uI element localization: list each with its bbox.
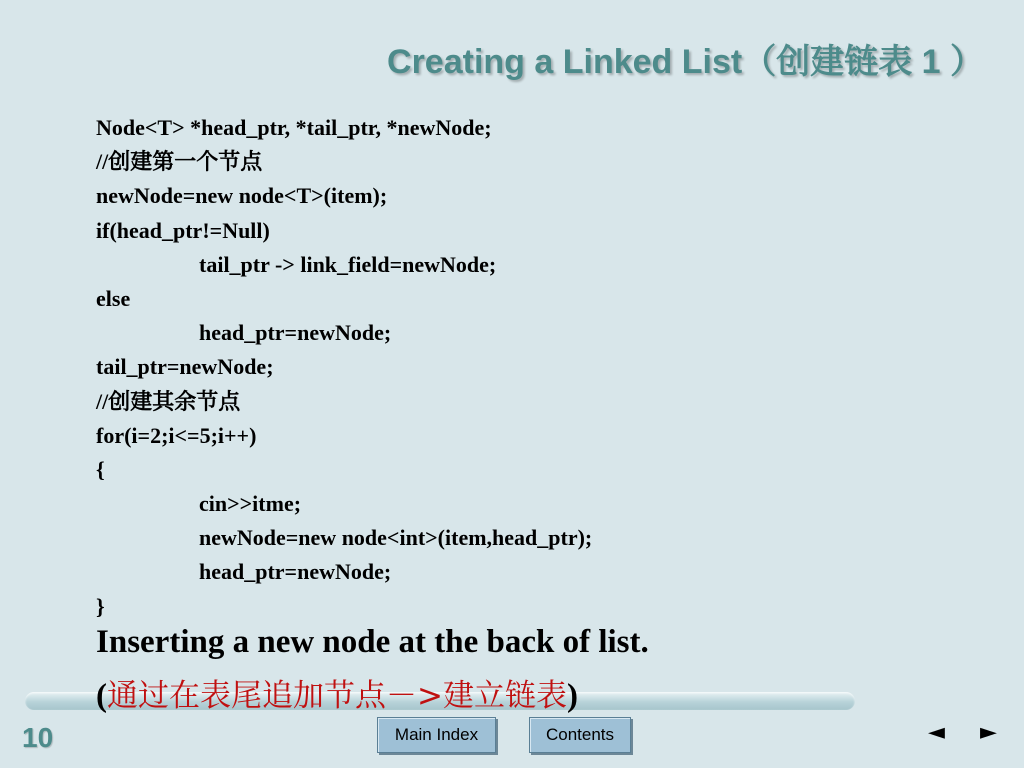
- section-subheading: [96, 670, 578, 715]
- paren-close: ): [566, 678, 578, 714]
- code-line: {: [96, 456, 105, 482]
- code-line: cin>>itme;: [199, 491, 302, 517]
- code-line: }: [96, 593, 105, 619]
- code-line: else: [96, 285, 131, 311]
- code-line: newNode=new node<T>(item);: [96, 183, 388, 209]
- paren-open: (: [96, 678, 107, 714]
- code-line: head_ptr=newNode;: [199, 559, 392, 585]
- contents-button[interactable]: Contents: [529, 717, 631, 753]
- code-line: if(head_ptr!=Null): [96, 217, 270, 243]
- code-comment: //创建第一个节点: [96, 149, 263, 175]
- code-line: newNode=new node<int>(item,head_ptr);: [199, 525, 593, 551]
- next-slide-icon[interactable]: ►: [980, 720, 997, 745]
- code-line: Node<T> *head_ptr, *tail_ptr, *newNode;: [96, 115, 492, 140]
- code-line: tail_ptr -> link_field=newNode;: [199, 251, 497, 277]
- main-index-button[interactable]: Main Index: [377, 717, 496, 753]
- code-comment: //创建其余节点: [96, 388, 241, 414]
- page-number: 10: [22, 722, 54, 753]
- code-line: for(i=2;i<=5;i++): [96, 422, 257, 448]
- section-heading: Inserting a new node at the back of list.: [96, 624, 649, 660]
- subheading-red-text: 通过在表尾追加节点－>建立链表: [107, 678, 567, 714]
- code-line: tail_ptr=newNode;: [96, 354, 274, 380]
- code-block: [96, 111, 592, 624]
- slide-title: Creating a Linked List（创建链表 1 ）: [387, 43, 984, 81]
- previous-slide-icon[interactable]: ◄: [928, 720, 945, 745]
- code-line: head_ptr=newNode;: [199, 320, 392, 346]
